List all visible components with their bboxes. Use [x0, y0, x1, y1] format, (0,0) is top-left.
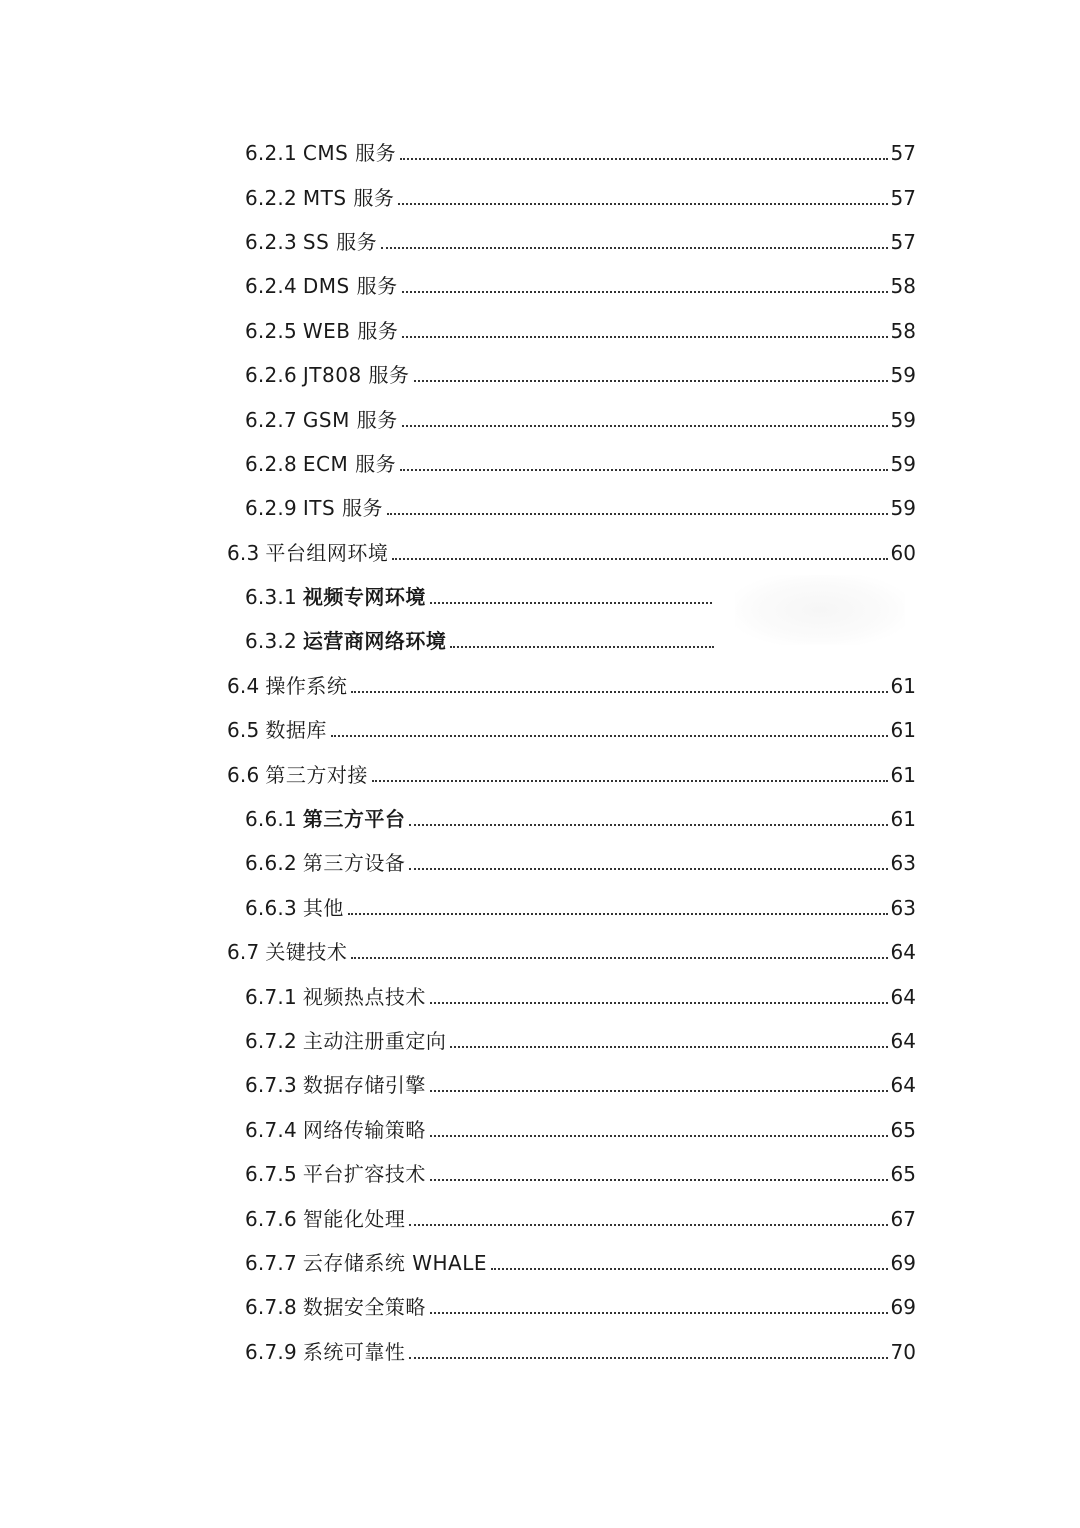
toc-entry[interactable] [0, 1285, 1080, 1329]
toc-entry-number: 6.2.9 [245, 496, 297, 521]
dot-leader [348, 898, 888, 918]
toc-entry-title: 视频专网环境 [302, 585, 426, 610]
dot-leader [409, 1209, 887, 1229]
toc-entry-number: 6.7.8 [245, 1295, 297, 1320]
toc-entry-page: 65 [890, 1117, 916, 1142]
toc-entry-page: 58 [890, 274, 916, 299]
toc-entry[interactable] [0, 1196, 1080, 1240]
toc-section-title: 第三方对接 [265, 762, 368, 787]
toc-entry-page: 64 [890, 1029, 916, 1053]
toc-entry-title: 智能化处理 [302, 1206, 406, 1231]
dot-leader [392, 543, 887, 563]
toc-entry-number: 6.2.4 [245, 274, 297, 299]
toc-entry[interactable] [0, 974, 1080, 1018]
dot-leader [351, 942, 887, 962]
dot-leader [402, 410, 888, 430]
dot-leader [491, 1253, 888, 1273]
toc-entry-number: 6.7.4 [245, 1117, 297, 1142]
toc-entry-title: 第三方设备 [302, 851, 406, 876]
toc-entry-page: 70 [890, 1339, 916, 1364]
toc-section-page: 61 [890, 718, 916, 743]
dot-leader [372, 765, 888, 785]
toc-entry-page: 65 [890, 1162, 916, 1187]
toc-entry-number: 6.3.2 [245, 629, 297, 654]
dot-leader [381, 232, 887, 252]
toc-entry-title: 平台扩容技术 [302, 1162, 426, 1187]
toc-entry-number: 6.7.2 [245, 1029, 297, 1053]
toc-entry-page: 59 [890, 496, 916, 521]
toc-entry-number: 6.2.7 [245, 407, 297, 432]
toc-section-number: 6.7 [227, 940, 260, 965]
toc-section[interactable] [0, 752, 1080, 796]
toc-section-number: 6.6 [227, 762, 260, 787]
toc-section-number: 6.5 [227, 718, 260, 743]
toc-entry[interactable] [0, 175, 1080, 219]
toc-entry-number: 6.2.1 [245, 141, 297, 166]
toc-entry-title: 视频热点技术 [302, 984, 426, 1009]
toc-entry-page: 64 [890, 984, 916, 1009]
toc-section-title: 平台组网环境 [265, 540, 389, 565]
toc-entry-page: 58 [890, 318, 916, 343]
toc-entry-page: 59 [890, 363, 916, 388]
dot-leader [398, 188, 887, 208]
toc-entry[interactable] [0, 442, 1080, 486]
toc-entry[interactable] [0, 619, 1080, 663]
toc-entry-title: WEB 服务 [302, 318, 399, 343]
toc-section-page: 60 [890, 540, 916, 565]
toc-entry-number: 6.2.3 [245, 229, 297, 254]
toc-entry[interactable] [0, 353, 1080, 397]
toc-entry-page: 64 [890, 1073, 916, 1098]
toc-entry-number: 6.2.5 [245, 318, 297, 343]
toc-entry-number: 6.3.1 [245, 585, 297, 610]
toc-entry-number: 6.6.2 [245, 851, 297, 876]
toc-entry[interactable] [0, 1019, 1080, 1063]
toc-entry-number: 6.6.1 [245, 807, 297, 832]
toc-entry[interactable] [0, 1152, 1080, 1196]
toc-entry-page: 69 [890, 1295, 916, 1320]
toc-entry[interactable] [0, 1241, 1080, 1285]
dot-leader [430, 587, 712, 607]
toc-section-page: 64 [890, 940, 916, 965]
toc-entry-page: 57 [890, 185, 916, 210]
toc-entry-page: 69 [890, 1250, 916, 1275]
dot-leader [402, 321, 887, 341]
dot-leader [409, 1342, 887, 1362]
toc-entry-title: 网络传输策略 [302, 1117, 426, 1142]
dot-leader [402, 276, 888, 296]
dot-leader [400, 454, 887, 474]
toc-entry[interactable] [0, 575, 1080, 619]
toc-entry[interactable] [0, 1108, 1080, 1152]
dot-leader [414, 365, 888, 385]
toc-entry-title: CMS 服务 [302, 141, 397, 166]
toc-section-page: 61 [890, 762, 916, 787]
toc-entry-title: 第三方平台 [302, 807, 406, 832]
toc-entry-title: SS 服务 [302, 229, 378, 254]
toc-entry-page: 57 [890, 141, 916, 166]
toc-section-title: 操作系统 [265, 673, 348, 698]
dot-leader [430, 987, 888, 1007]
toc-entry-title: 云存储系统 WHALE [302, 1250, 488, 1275]
toc-section-page: 61 [890, 673, 916, 698]
toc-entry-title: 系统可靠性 [302, 1339, 406, 1364]
dot-leader [351, 676, 887, 696]
toc-entry[interactable] [0, 1063, 1080, 1107]
toc-section[interactable] [0, 708, 1080, 752]
toc-entry-title: 主动注册重定向 [302, 1029, 447, 1053]
toc-entry-number: 6.6.3 [245, 895, 297, 920]
toc-entry-page: 57 [890, 229, 916, 254]
toc-section-title: 数据库 [265, 718, 327, 743]
toc-section-title: 关键技术 [265, 940, 348, 965]
dot-leader [409, 853, 887, 873]
toc-entry-page: 63 [890, 851, 916, 876]
toc-entry-number: 6.7.1 [245, 984, 297, 1009]
toc-entry[interactable] [0, 886, 1080, 930]
toc-entry-number: 6.7.9 [245, 1339, 297, 1364]
dot-leader [387, 498, 887, 518]
toc-entry[interactable] [0, 841, 1080, 885]
toc-entry-title: JT808 服务 [302, 363, 410, 388]
dot-leader [450, 1031, 887, 1051]
toc-entry-title: 运营商网络环境 [302, 629, 447, 654]
dot-leader [331, 720, 888, 740]
toc-entry-page: 59 [890, 451, 916, 476]
toc-entry[interactable] [0, 264, 1080, 308]
toc-entry[interactable] [0, 220, 1080, 264]
toc-entry-title: 其他 [302, 895, 344, 920]
toc-entry-number: 6.7.5 [245, 1162, 297, 1187]
toc-entry-page: 63 [890, 895, 916, 920]
toc-entry[interactable] [0, 486, 1080, 530]
toc-entry-title: DMS 服务 [302, 274, 398, 299]
dot-leader [409, 809, 887, 829]
toc-section[interactable] [0, 930, 1080, 974]
toc-section[interactable] [0, 531, 1080, 575]
toc-entry-page: 61 [890, 807, 916, 832]
toc-entry-title: MTS 服务 [302, 185, 395, 210]
dot-leader [430, 1120, 888, 1140]
toc-entry-number: 6.2.8 [245, 451, 297, 476]
toc-entry[interactable] [0, 397, 1080, 441]
toc-entry-title: GSM 服务 [302, 407, 398, 432]
toc-entry-title: 数据存储引擎 [302, 1073, 426, 1098]
toc-entry-number: 6.7.7 [245, 1250, 297, 1275]
dot-leader [430, 1164, 888, 1184]
toc-section-number: 6.4 [227, 673, 260, 698]
dot-leader [450, 631, 714, 651]
toc-entry-number: 6.2.2 [245, 185, 297, 210]
toc-section[interactable] [0, 664, 1080, 708]
dot-leader [430, 1075, 888, 1095]
toc-entry[interactable] [0, 131, 1080, 175]
toc-entry[interactable] [0, 1330, 1080, 1374]
toc-entry-title: 数据安全策略 [302, 1295, 426, 1320]
dot-leader [430, 1297, 888, 1317]
toc-entry-page: 67 [890, 1206, 916, 1231]
toc-entry[interactable] [0, 309, 1080, 353]
toc-entry-number: 6.2.6 [245, 363, 297, 388]
table-of-contents [0, 131, 1080, 1374]
toc-entry-number: 6.7.6 [245, 1206, 297, 1231]
toc-entry-number: 6.7.3 [245, 1073, 297, 1098]
toc-entry-page: 59 [890, 407, 916, 432]
toc-entry-title: ITS 服务 [302, 496, 384, 521]
dot-leader [400, 143, 887, 163]
toc-entry-title: ECM 服务 [302, 451, 397, 476]
toc-section-number: 6.3 [227, 540, 260, 565]
toc-entry[interactable] [0, 797, 1080, 841]
